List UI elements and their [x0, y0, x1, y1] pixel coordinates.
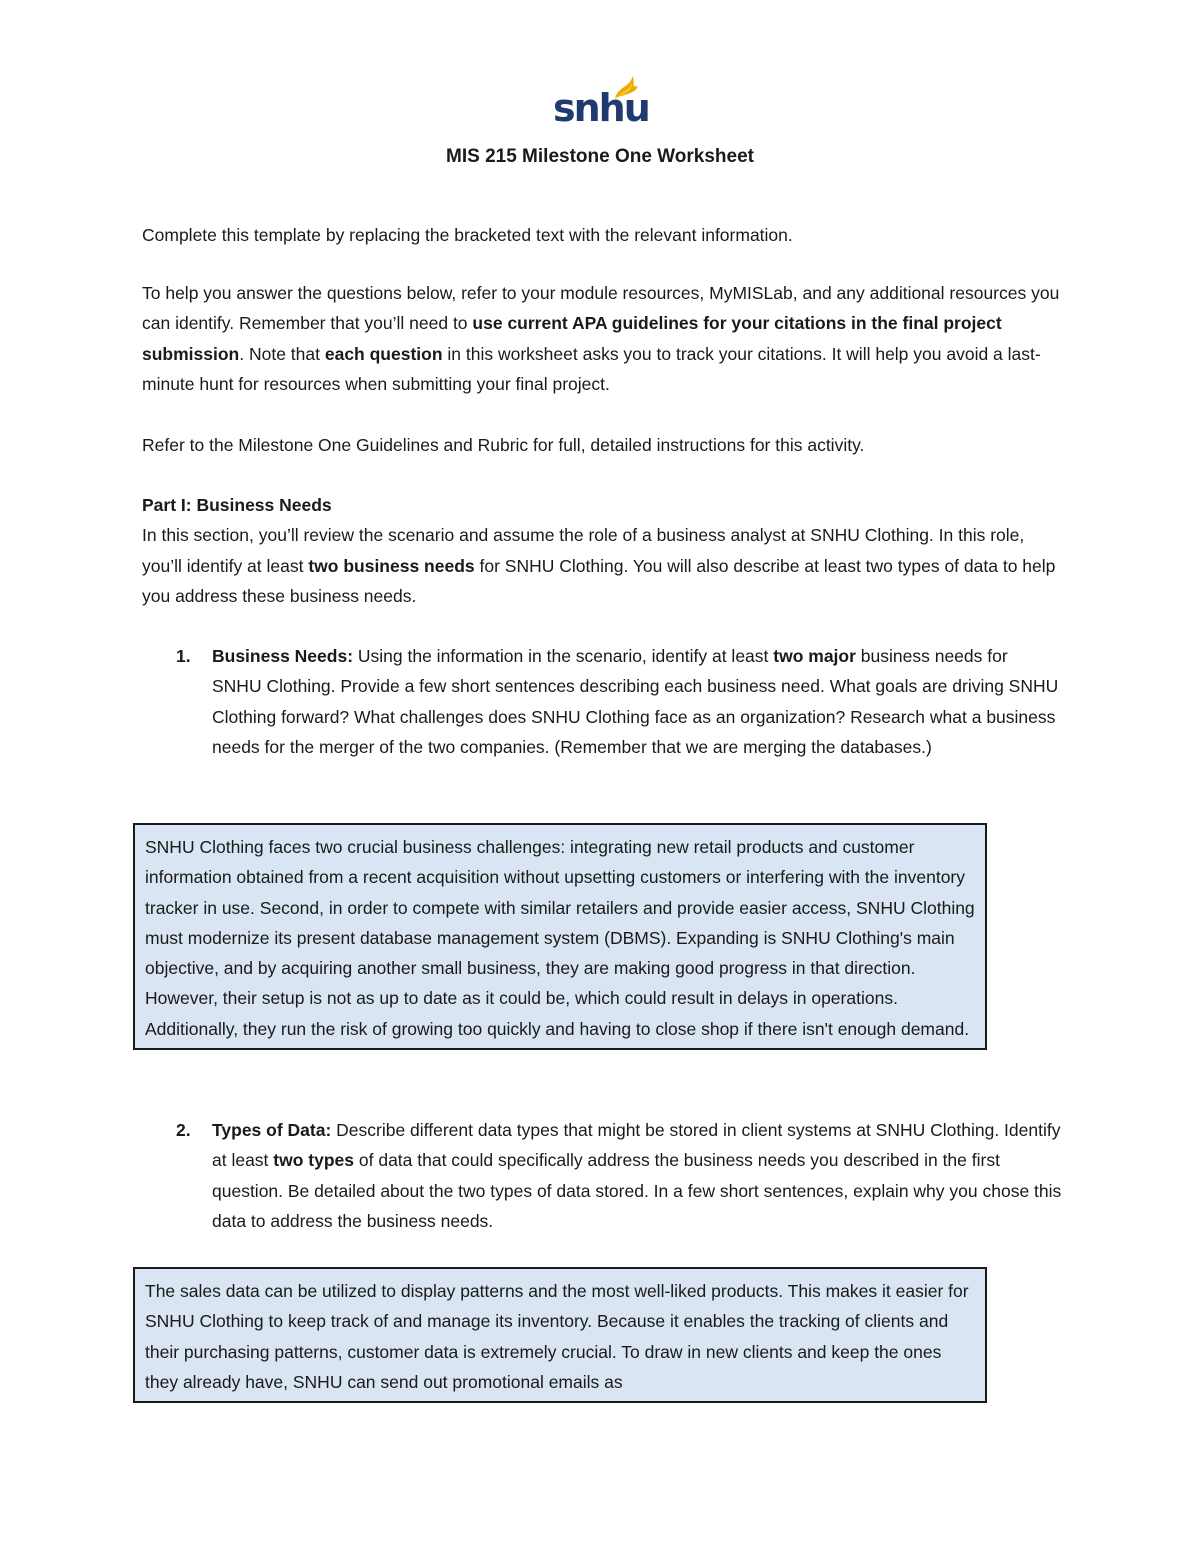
question-label: Types of Data: [212, 1120, 332, 1140]
help-bold-apa: use current APA guidelines for your citations in the final project submission [142, 313, 1002, 364]
question-body-2: of data that could specifically address the business needs you described in the first question. Be detailed about the two types of data stored. In a few short sentences, explain why you chose this data to address the business needs. [212, 1150, 1062, 1231]
question-number: 1. [176, 646, 191, 666]
question-number: 2. [176, 1120, 191, 1140]
help-paragraph [142, 278, 1062, 399]
answer-box-1[interactable]: SNHU Clothing faces two crucial business challenges: integrating new retail products and customer information obtained from a recent acquisition without upsetting customers or interfering with the inventory tracker in use. Second, in order to compete with similar retailers and provide easier access, SNHU Clothing must modernize its present database management system (DBMS). Expanding is SNHU Clothing's main objective, and by acquiring another small business, they are making good progress in that direction. However, their setup is not as up to date as it could be, which could result in delays in operations. Additionally, they run the risk of growing too quickly and having to close shop if there isn't enough demand. [133, 823, 987, 1050]
help-text-3: in this worksheet asks you to track your citations. It will help you avoid a last-minute hunt for resources when submitting your final project. [142, 343, 1041, 394]
question-bold: two major [773, 646, 856, 666]
answer-box-2[interactable]: The sales data can be utilized to display patterns and the most well-liked products. This makes it easier for SNHU Clothing to keep track of and manage its inventory. Because it enables the tracking of clients and their purchasing patterns, customer data is extremely crucial. To draw in new clients and keep the ones they already have, SNHU can send out promotional emails as [133, 1267, 987, 1403]
question-body: Using the information in the scenario, identify at least [353, 646, 774, 666]
help-text-2: . Note that [239, 343, 325, 364]
logo-text: snhu [553, 86, 649, 130]
part-intro-paragraph [142, 490, 1062, 611]
question-text [212, 641, 1062, 762]
intro-text: Complete this template by replacing the bracketed text with the relevant information. [142, 225, 793, 245]
snhu-logo [553, 72, 649, 132]
part-intro-text: In this section, you’ll review the scenario and assume the role of a business analyst at SNHU Clothing. In this role, you’ll identify at least [142, 525, 1025, 576]
refer-text: Refer to the Milestone One Guidelines and Rubric for full, detailed instructions for this activity. [142, 435, 865, 455]
question-body-2: business needs for SNHU Clothing. Provide a few short sentences describing each business need. What goals are driving SNHU Clothing forward? What challenges does SNHU Clothing face as an organization? Research what a business needs for the merger of the two companies. (Remember that we are merging the databases.) [212, 646, 1059, 757]
part-intro-bold: two business needs [308, 555, 475, 576]
help-bold-each-question: each question [324, 343, 443, 364]
question-label: Business Needs: [212, 646, 354, 666]
help-text: To help you answer the questions below, refer to your module resources, MyMISLab, and any additional resources you can identify. Remember that you’ll need to [142, 283, 1060, 334]
page-title: MIS 215 Milestone One Worksheet [446, 146, 754, 167]
part-intro-text-2: for SNHU Clothing. You will also describe at least two types of data to help you address these business needs. [142, 555, 1056, 606]
question-body: Describe different data types that might be stored in client systems at SNHU Clothing. Identify at least [212, 1120, 1061, 1171]
question-bold: two types [273, 1150, 355, 1171]
part-heading: Part I: Business Needs [142, 495, 332, 515]
question-text [212, 1115, 1062, 1236]
